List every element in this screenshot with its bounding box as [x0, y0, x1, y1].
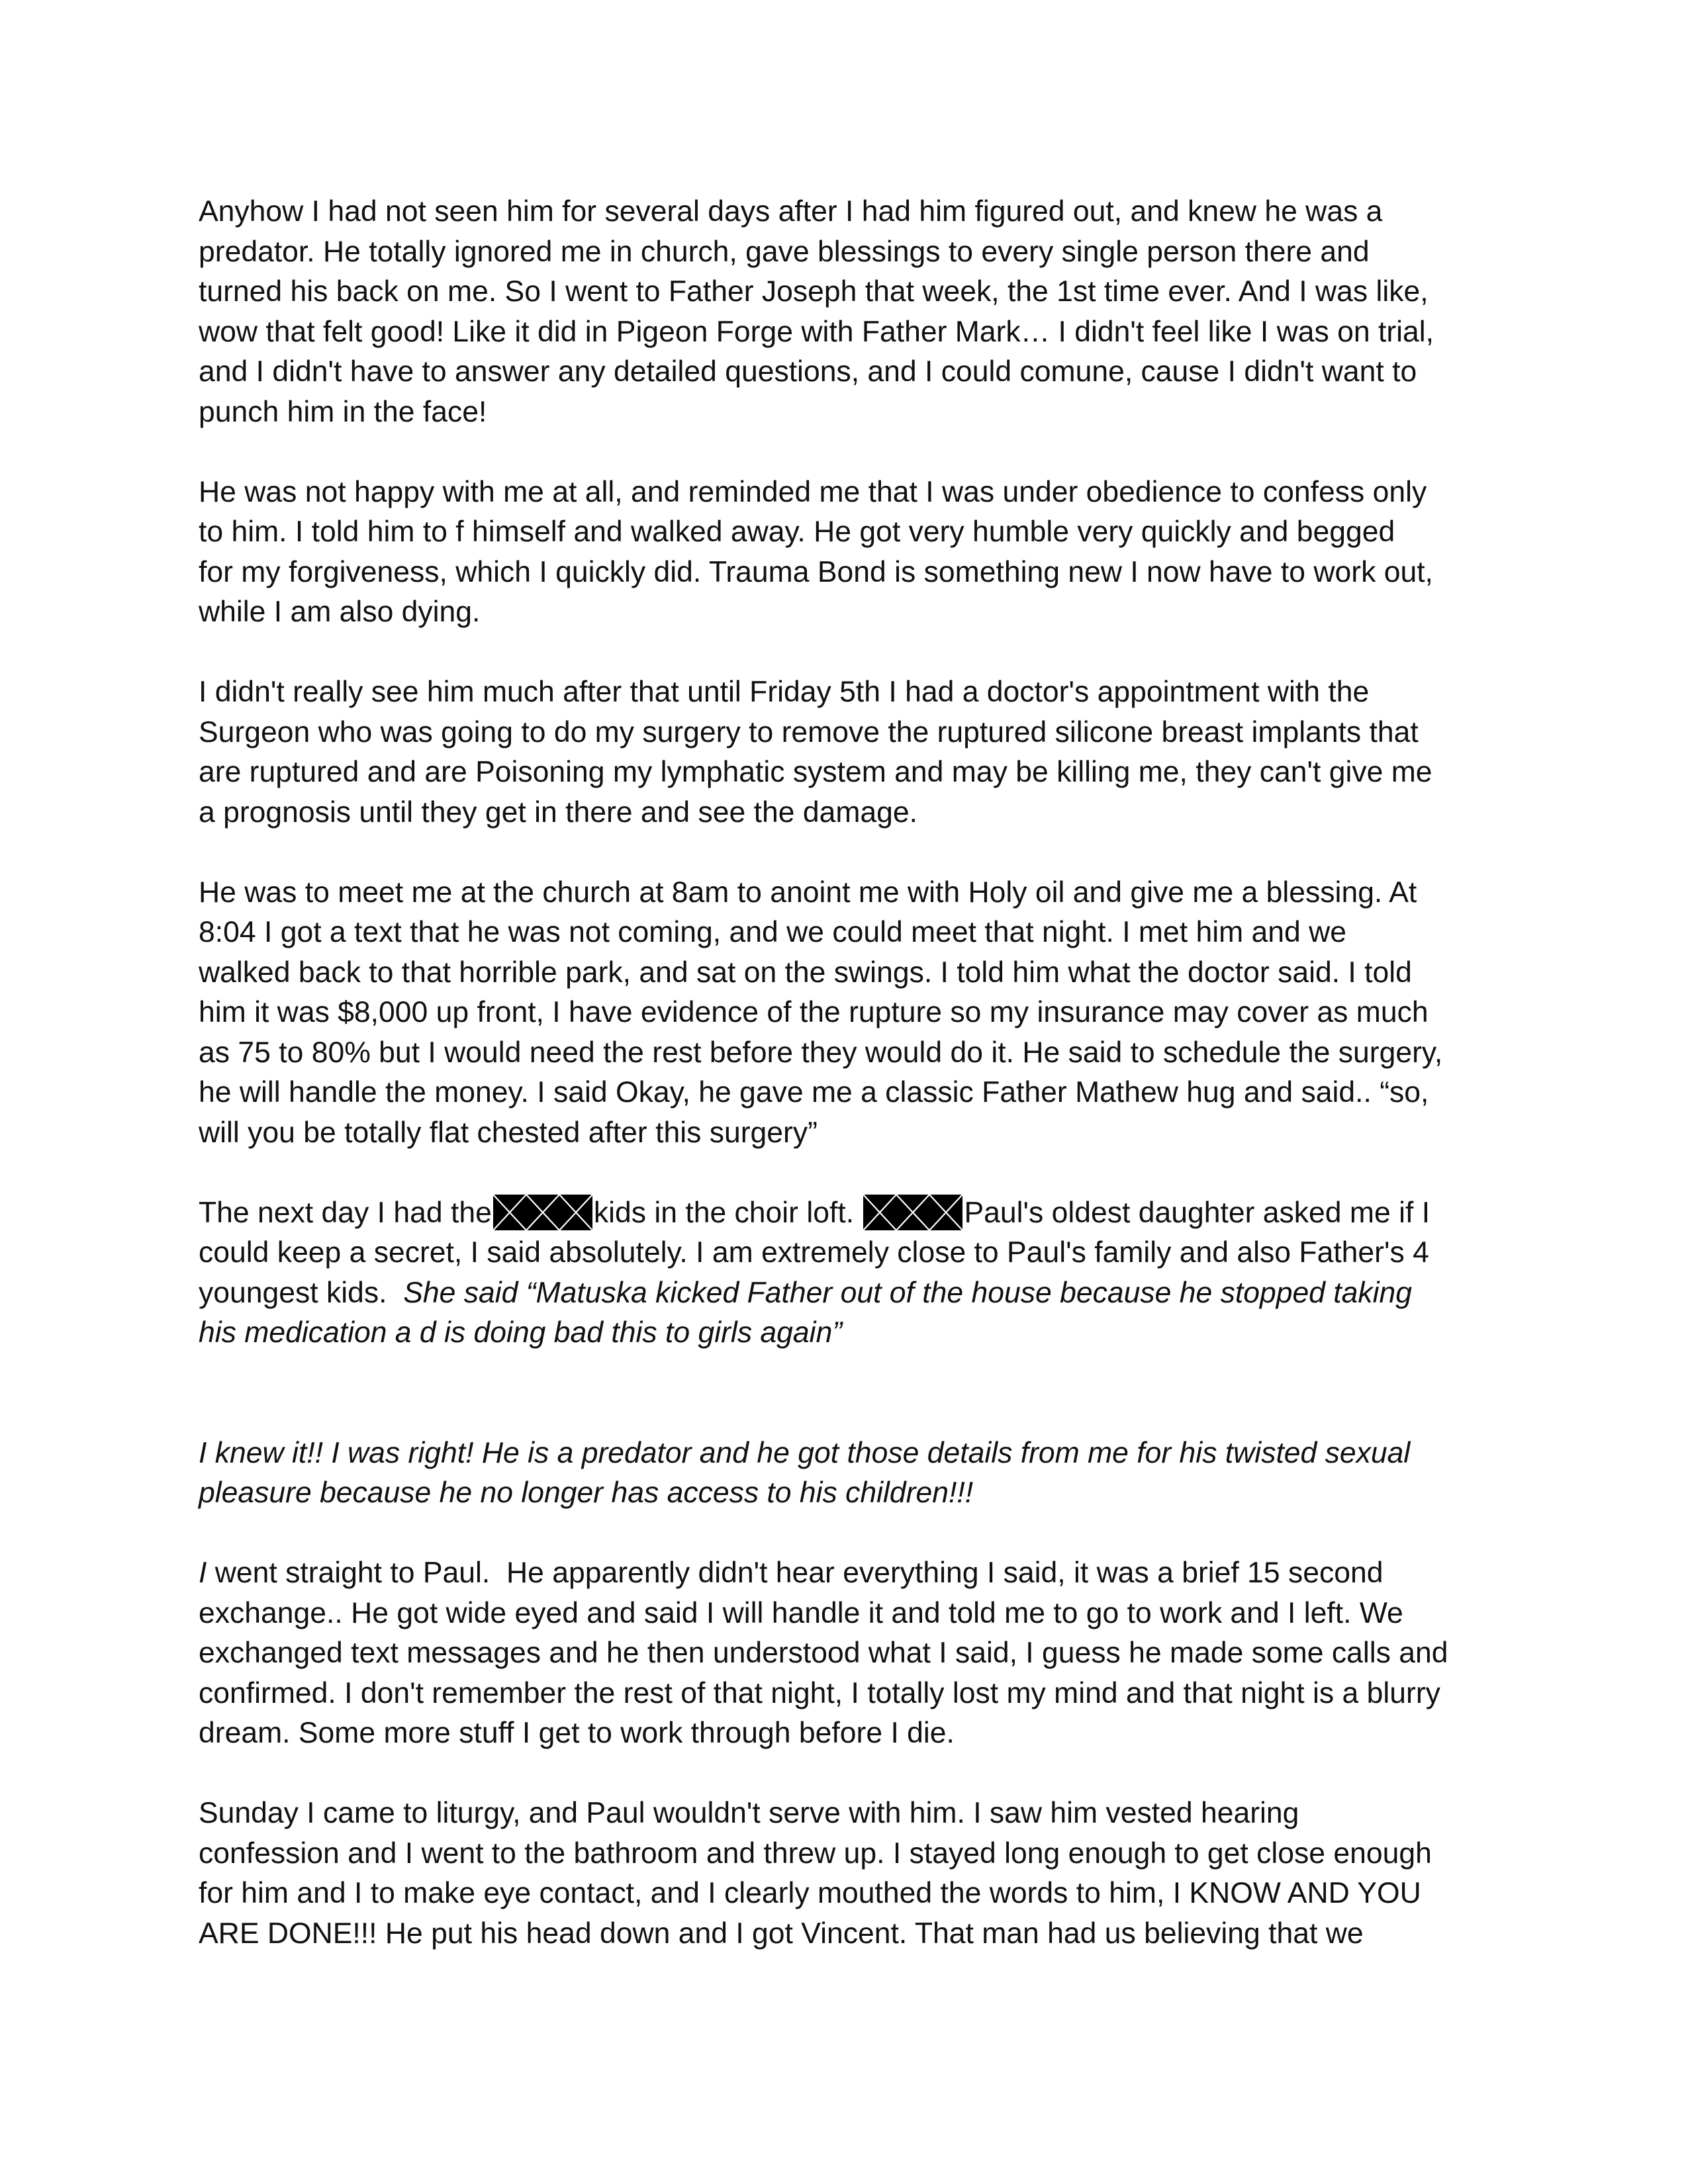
text-line: 8:04 I got a text that he was not coming, and we could meet that night. I met him and we [199, 916, 1347, 948]
text-segment: kids in the choir loft. [593, 1196, 855, 1229]
text-line: are ruptured and are Poisoning my lymphatic system and may be killing me, they can't give me [199, 756, 1432, 788]
italic-text-segment: She said “Matuska kicked Father out of the house because he stopped taking [403, 1276, 1413, 1309]
text-line: a prognosis until they get in there and see the damage. [199, 796, 918, 829]
paragraph-7 [199, 1553, 1496, 1754]
text-line: Surgeon who was going to do my surgery to remove the ruptured silicone breast implants that [199, 715, 1419, 749]
text-line: confession and I went to the bathroom and threw up. I stayed long enough to get close enough [199, 1837, 1432, 1870]
redaction-block [493, 1195, 592, 1230]
text-segment: Paul's oldest daughter asked me if I [964, 1196, 1430, 1229]
text-line: walked back to that horrible park, and sat on the swings. I told him what the doctor said. I told [199, 956, 1412, 989]
text-line: dream. Some more stuff I get to work through before I die. [199, 1717, 955, 1749]
text-line: He was to meet me at the church at 8am to anoint me with Holy oil and give me a blessing. At [199, 876, 1417, 909]
text-line: while I am also dying. [199, 596, 481, 628]
text-segment: The next day I had the [199, 1196, 492, 1229]
paragraph-2 [199, 473, 1496, 633]
italic-text-segment: I [199, 1557, 207, 1589]
text-line: punch him in the face! [199, 395, 487, 428]
paragraph-5 [199, 1193, 1496, 1353]
text-line: ARE DONE!!! He put his head down and I got Vincent. That man had us believing that we [199, 1917, 1364, 1950]
text-segment: youngest kids. [199, 1276, 404, 1309]
text-segment: went straight to Paul. He apparently didn't hear everything I said, it was a brief 15 second [207, 1557, 1383, 1589]
text-line: pleasure because he no longer has access to his children!!! [199, 1477, 974, 1509]
text-line: will you be totally flat chested after this surgery” [199, 1116, 818, 1149]
text-line: and I didn't have to answer any detailed questions, and I could comune, cause I didn't want to [199, 355, 1417, 388]
text-line: Sunday I came to liturgy, and Paul wouldn't serve with him. I saw him vested hearing [199, 1797, 1299, 1829]
text-line: exchange.. He got wide eyed and said I will handle it and told me to go to work and I left. We [199, 1596, 1403, 1629]
text-line [199, 1193, 1496, 1234]
redaction-pattern-icon [493, 1195, 592, 1230]
text-line [199, 1553, 1496, 1594]
document-body [199, 192, 1496, 1994]
text-line: as 75 to 80% but I would need the rest before they would do it. He said to schedule the surgery, [199, 1036, 1443, 1069]
text-line: He was not happy with me at all, and reminded me that I was under obedience to confess only [199, 475, 1427, 508]
text-line: for him and I to make eye contact, and I clearly mouthed the words to him, I KNOW AND YOU [199, 1877, 1421, 1909]
blank-line [199, 1393, 1496, 1433]
text-line: for my forgiveness, which I quickly did. Trauma Bond is something new I now have to work out, [199, 555, 1433, 588]
text-line: turned his back on me. So I went to Father Joseph that week, the 1st time ever. And I was like, [199, 275, 1429, 308]
text-line: I didn't really see him much after that until Friday 5th I had a doctor's appointment with the [199, 676, 1370, 708]
text-line: he will handle the money. I said Okay, he gave me a classic Father Mathew hug and said.. “so, [199, 1076, 1429, 1109]
paragraph-1 [199, 192, 1496, 432]
redaction-pattern-icon [863, 1195, 962, 1230]
text-line: Anyhow I had not seen him for several days after I had him figured out, and knew he was a [199, 195, 1383, 228]
paragraph-6 [199, 1433, 1496, 1514]
text-line: wow that felt good! Like it did in Pigeon Forge with Father Mark… I didn't feel like I was on trial, [199, 315, 1434, 348]
paragraph-3 [199, 672, 1496, 833]
text-line: his medication a d is doing bad this to girls again” [199, 1316, 843, 1349]
text-line [199, 1273, 1496, 1314]
paragraph-4 [199, 873, 1496, 1154]
text-line: exchanged text messages and he then understood what I said, I guess he made some calls and [199, 1637, 1448, 1669]
text-line: I knew it!! I was right! He is a predator and he got those details from me for his twisted sexual [199, 1436, 1411, 1469]
text-line: could keep a secret, I said absolutely. I am extremely close to Paul's family and also Father's 4 [199, 1236, 1429, 1269]
text-line: him it was $8,000 up front, I have evidence of the rupture so my insurance may cover as much [199, 996, 1429, 1028]
text-line: to him. I told him to f himself and walked away. He got very humble very quickly and begged [199, 516, 1395, 548]
paragraph-8 [199, 1794, 1496, 1954]
text-line: confirmed. I don't remember the rest of that night, I totally lost my mind and that night is a blurry [199, 1676, 1440, 1709]
redaction-block [863, 1195, 962, 1230]
text-line: predator. He totally ignored me in church, gave blessings to every single person there and [199, 235, 1370, 268]
